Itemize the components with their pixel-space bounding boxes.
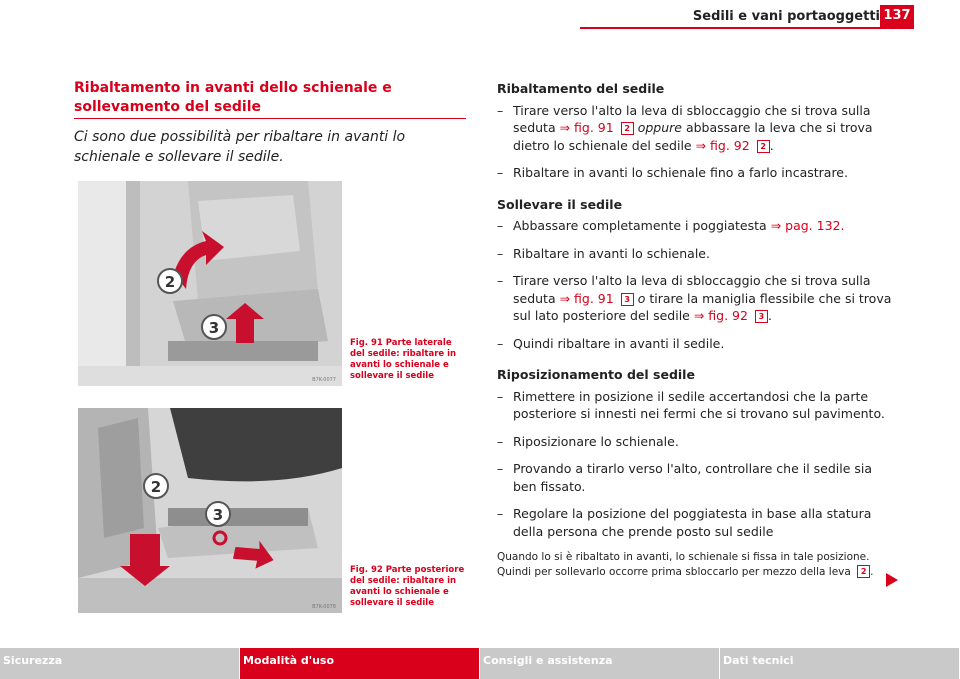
dash: – <box>497 102 504 118</box>
svg-text:3: 3 <box>212 506 224 524</box>
figure-91-seat-side <box>78 181 342 386</box>
tab-dati-tecnici[interactable]: Dati tecnici <box>720 648 960 679</box>
next-page-arrow-icon[interactable] <box>886 573 898 587</box>
dash: – <box>497 273 504 288</box>
list-item: – Tirare verso l'alto la leva di sbloccaggio che si trova sulla seduta ⇒ fig. 91 2 oppure abbassare la leva che si trova dietro lo schienale del sedile ⇒ fig. 92 2 . <box>497 102 873 153</box>
dash: – <box>497 461 504 476</box>
svg-text:3: 3 <box>208 319 220 337</box>
fig-link[interactable]: ⇒ fig. 91 <box>559 120 614 135</box>
dash: – <box>497 433 504 449</box>
marker-badge: 3 <box>621 293 634 306</box>
list-item: – Quindi ribaltare in avanti il sedile. <box>497 335 725 351</box>
subheading-tilt: Ribaltamento del sedile <box>497 81 665 96</box>
marker-badge: 2 <box>621 122 634 135</box>
subheading-lift: Sollevare il sedile <box>497 196 623 212</box>
marker-badge: 2 <box>857 565 870 578</box>
instructions-column <box>497 80 897 580</box>
list-item: – Regolare la posizione del poggiatesta in base alla statura della persona che prende posto sul sedile <box>497 506 872 539</box>
marker-2-icon <box>158 269 182 293</box>
figure-code: B7K-0077 <box>312 377 336 383</box>
figure-code: B7K-0078 <box>312 604 336 610</box>
fig-link[interactable]: ⇒ fig. 91 <box>559 290 614 306</box>
figure-92-caption: Fig. 92 Parte posteriore del sedile: ribaltare in avanti lo schienale e sollevare il sedile <box>350 565 465 608</box>
fig-link[interactable]: ⇒ fig. 92 <box>695 137 750 153</box>
dash: – <box>497 245 504 261</box>
figure-92-seat-rear <box>78 408 342 613</box>
tab-modalita-duso[interactable]: Modalità d'uso <box>240 648 480 679</box>
marker-3-icon <box>202 315 226 339</box>
heading-rule <box>74 118 466 119</box>
list-item: – Provando a tirarlo verso l'alto, controllare che il sedile sia ben fissato. <box>497 461 873 494</box>
list-item: – Abbassare completamente i poggiatesta ⇒ pag. 132. <box>497 218 845 233</box>
figure-91-caption: Fig. 91 Parte laterale del sedile: ribaltare in avanti lo schienale e sollevare il sedile <box>350 338 457 381</box>
note-text: Quando lo si è ribaltato in avanti, lo schienale si fissa in tale posizione. Quindi per sollevarlo occorre prima sbloccarlo per mezzo della leva 2 . <box>497 551 874 578</box>
list-item: – Tirare verso l'alto la leva di sbloccaggio che si trova sulla seduta ⇒ fig. 91 3 o tirare la maniglia flessibile che si trova sul lato posteriore del sedile ⇒ fig. 92 3 . <box>497 273 892 323</box>
tab-consigli-assistenza[interactable]: Consigli e assistenza <box>480 648 720 679</box>
dash: – <box>497 388 504 404</box>
svg-text:2: 2 <box>164 273 176 291</box>
list-item: – Ribaltare in avanti lo schienale fino a farlo incastrare. <box>497 165 848 180</box>
page-number: 137 <box>880 5 914 27</box>
dash: – <box>497 165 504 180</box>
tab-sicurezza[interactable]: Sicurezza <box>0 648 240 679</box>
intro-text: Ci sono due possibilità per ribaltare in avanti lo schienale e sollevare il sedile. <box>74 129 406 165</box>
section-heading: Ribaltamento in avanti dello schienale e sollevamento del sedile <box>74 80 392 115</box>
header-rule <box>580 27 914 29</box>
marker-badge: 3 <box>755 310 768 323</box>
marker-3-icon <box>206 502 230 526</box>
footer-nav <box>0 648 960 679</box>
header-title: Sedili e vani portaoggetti <box>692 9 880 24</box>
marker-2-icon <box>144 474 168 498</box>
list-item: – Riposizionare lo schienale. <box>497 433 679 449</box>
page-link[interactable]: ⇒ pag. 132. <box>770 218 845 233</box>
dash: – <box>497 335 504 351</box>
dash: – <box>497 218 504 233</box>
svg-text:2: 2 <box>150 478 162 496</box>
dash: – <box>497 506 504 521</box>
marker-badge: 2 <box>757 140 770 153</box>
list-item: – Rimettere in posizione il sedile accertandosi che la parte posteriore si innesti nei fermi che si trovano sul pavimento. <box>497 388 885 421</box>
fig-link[interactable]: ⇒ fig. 92 <box>693 308 748 323</box>
list-item: – Ribaltare in avanti lo schienale. <box>497 245 710 261</box>
subheading-reposition: Riposizionamento del sedile <box>497 367 695 382</box>
